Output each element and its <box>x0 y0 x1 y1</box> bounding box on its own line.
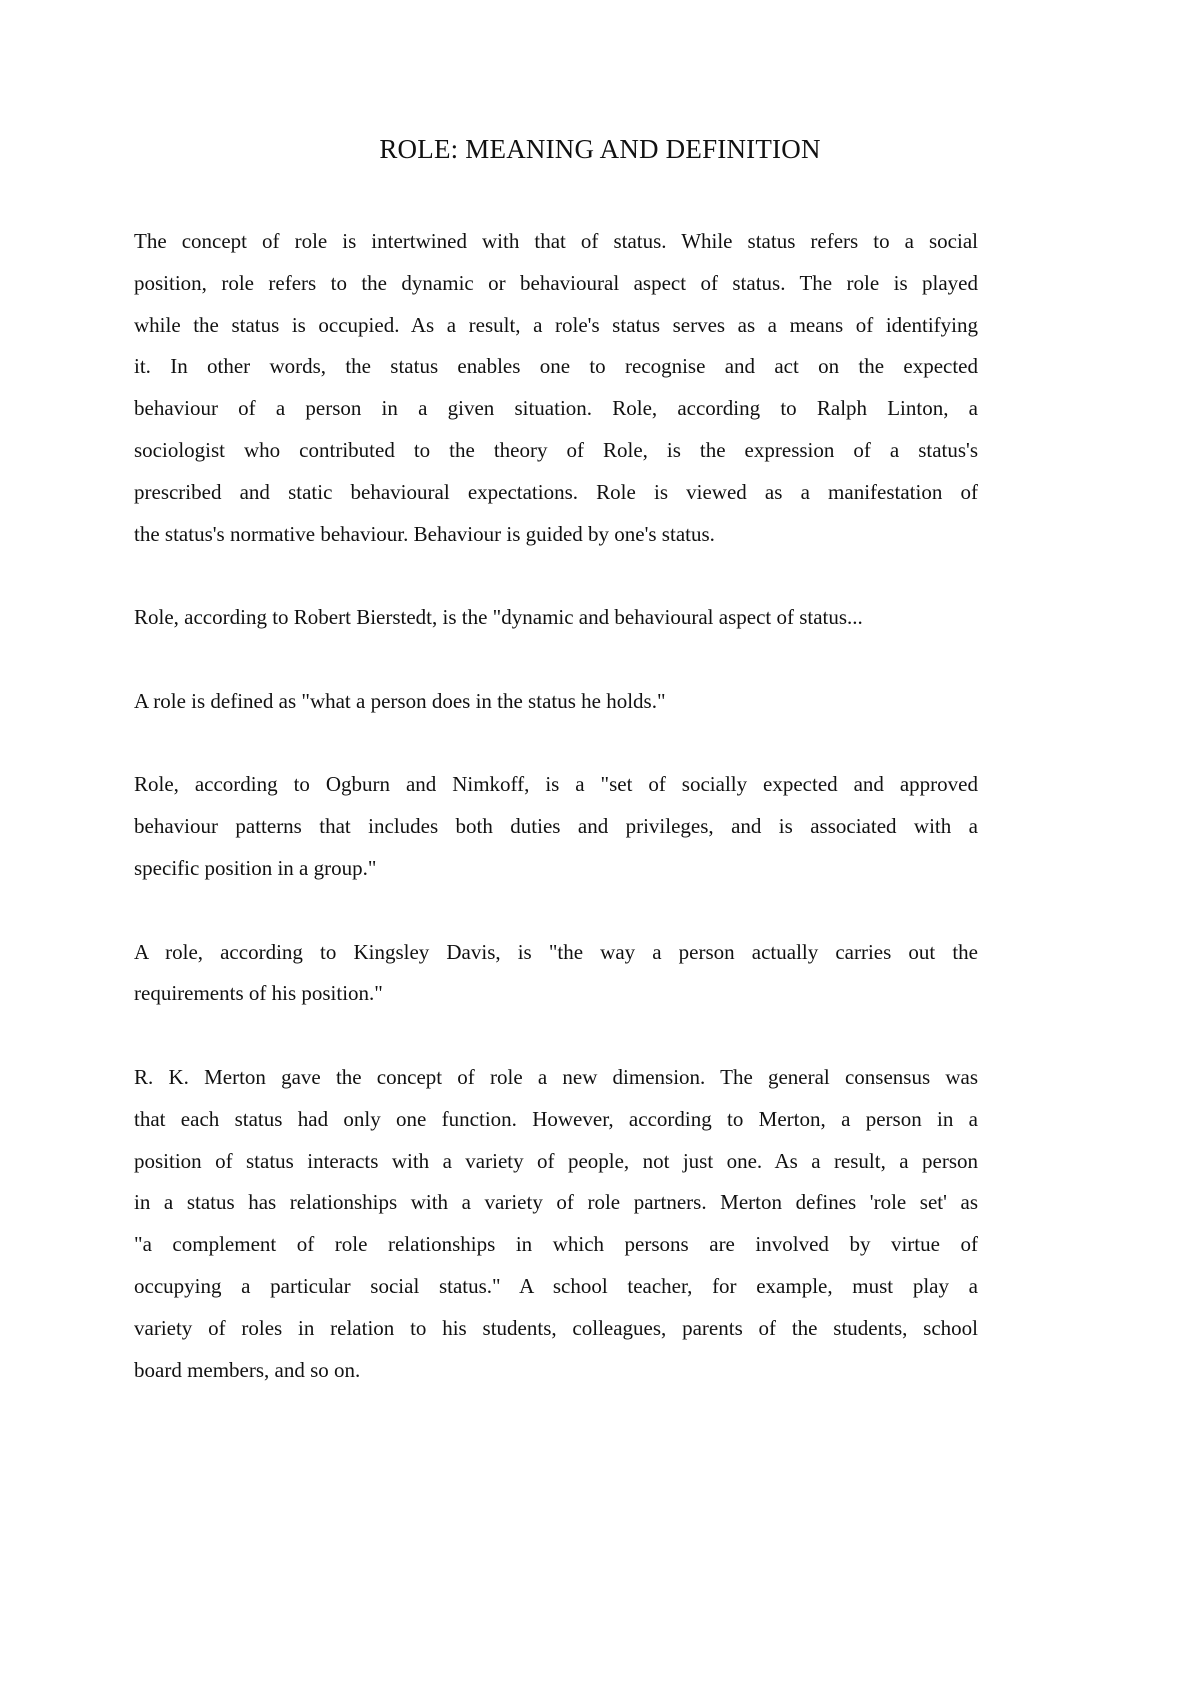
text-line: variety of roles in relation to his students, colleagues, parents of the students, school <box>134 1315 978 1340</box>
paragraph <box>134 597 978 639</box>
text-line: occupying a particular social status." A school teacher, for example, must play a <box>134 1273 978 1298</box>
text-line: Role, according to Ogburn and Nimkoff, is a "set of socially expected and approved <box>134 772 978 797</box>
document-body <box>134 221 978 1433</box>
text-line: position of status interacts with a variety of people, not just one. As a result, a person <box>134 1148 978 1173</box>
text-line: R. K. Merton gave the concept of role a new dimension. The general consensus was <box>134 1064 978 1089</box>
text-line: that each status had only one function. However, according to Merton, a person in a <box>134 1106 978 1131</box>
page-title: ROLE: MEANING AND DEFINITION <box>379 134 821 164</box>
text-line: in a status has relationships with a variety of role partners. Merton defines 'role set' as <box>134 1190 978 1215</box>
text-line: "a complement of role relationships in which persons are involved by virtue of <box>134 1232 978 1257</box>
paragraph <box>134 932 978 1016</box>
paragraph <box>134 681 978 723</box>
text-line: sociologist who contributed to the theory of Role, is the expression of a status's <box>134 437 978 462</box>
text-line: behaviour patterns that includes both duties and privileges, and is associated with a <box>134 814 978 839</box>
text-line: board members, and so on. <box>134 1357 361 1382</box>
text-line: Role, according to Robert Bierstedt, is the "dynamic and behavioural aspect of status... <box>134 605 863 630</box>
text-line: behaviour of a person in a given situation. Role, according to Ralph Linton, a <box>134 396 978 421</box>
text-line: requirements of his position." <box>134 981 383 1006</box>
text-line: it. In other words, the status enables one to recognise and act on the expected <box>134 354 978 379</box>
text-line: position, role refers to the dynamic or behavioural aspect of status. The role is played <box>134 270 978 295</box>
text-line: prescribed and static behavioural expectations. Role is viewed as a manifestation of <box>134 479 978 504</box>
text-line: the status's normative behaviour. Behaviour is guided by one's status. <box>134 521 715 546</box>
text-line: A role is defined as "what a person does in the status he holds." <box>134 688 666 713</box>
text-line: A role, according to Kingsley Davis, is "the way a person actually carries out the <box>134 939 978 964</box>
paragraph <box>134 1057 978 1391</box>
text-line: specific position in a group." <box>134 855 377 880</box>
text-line: while the status is occupied. As a result, a role's status serves as a means of identifying <box>134 312 978 337</box>
paragraph <box>134 764 978 889</box>
text-line: The concept of role is intertwined with that of status. While status refers to a social <box>134 229 978 253</box>
paragraph <box>134 221 978 555</box>
